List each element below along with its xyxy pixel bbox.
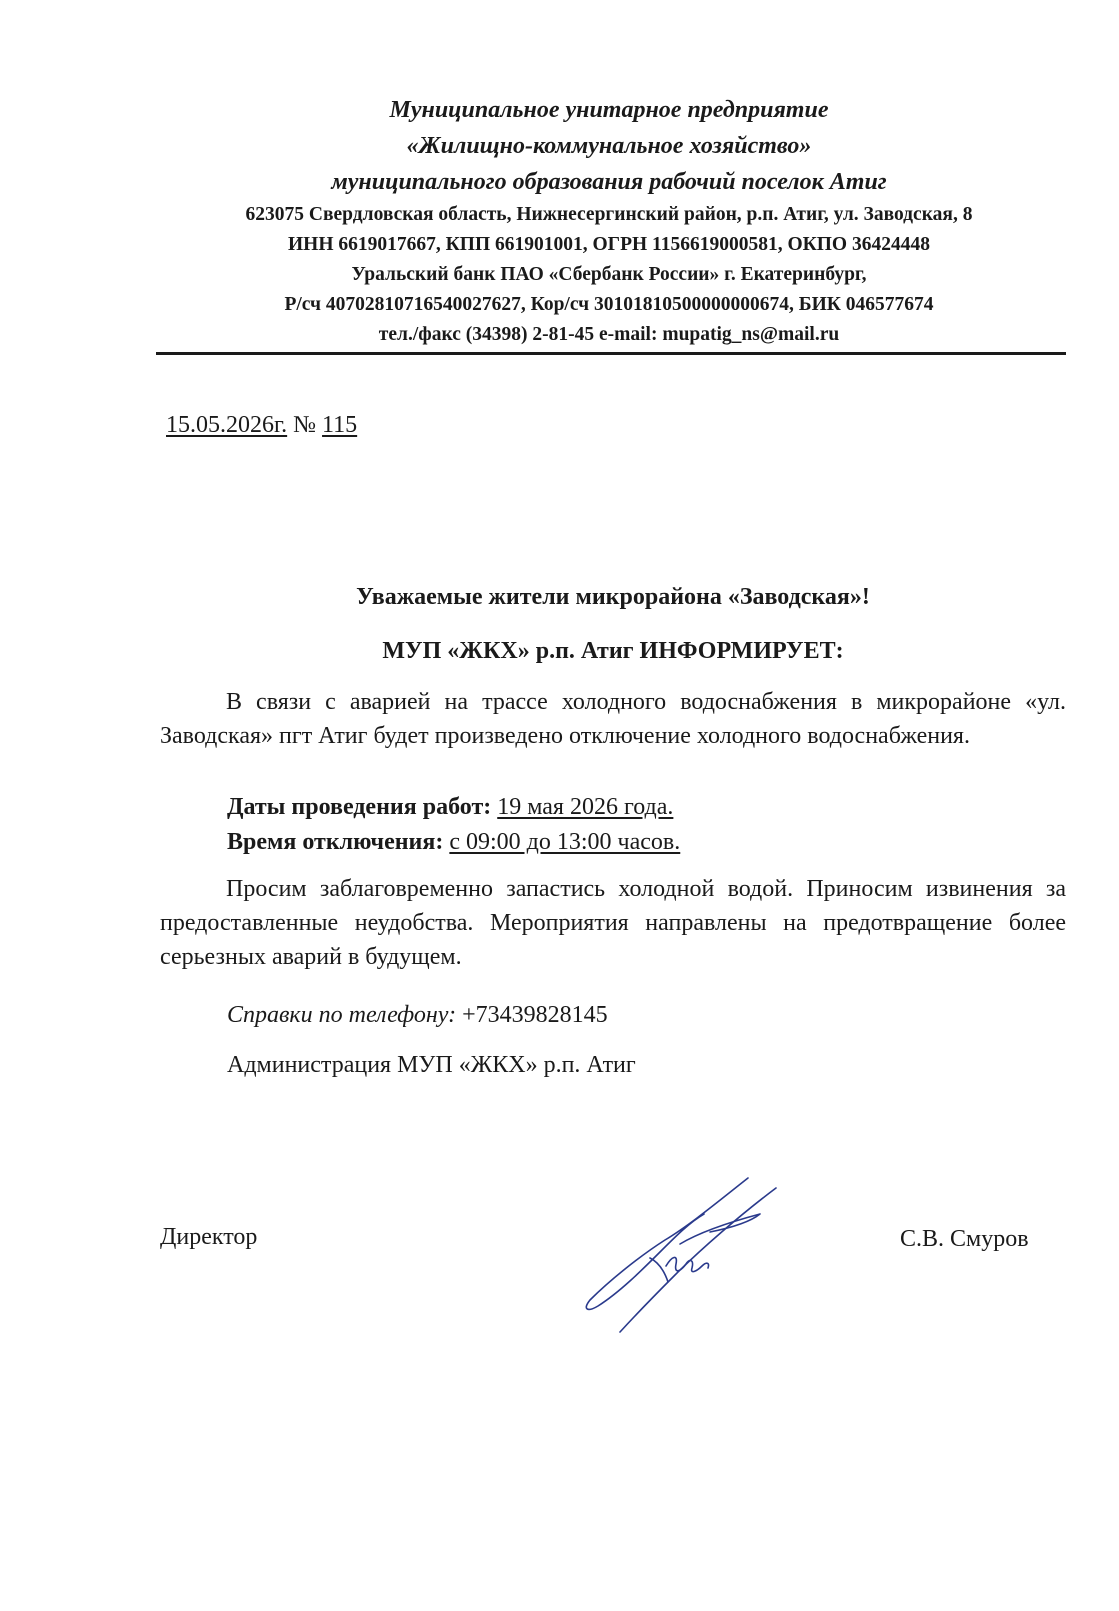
org-address: 623075 Свердловская область, Нижнесергинский район, р.п. Атиг, ул. Заводская, 8 — [245, 204, 973, 225]
phone-value: +73439828145 — [462, 1002, 608, 1028]
greeting: Уважаемые жители микрорайона «Заводская»! — [356, 584, 870, 610]
work-dates-label: Даты проведения работ: — [227, 794, 492, 820]
letterhead-divider — [156, 352, 1066, 355]
work-dates-value: 19 мая 2026 года. — [497, 794, 674, 820]
notice-paragraph-2: Просим заблаговременно запастись холодной водой. Приносим извинения за предоставленные неудобства. Мероприятия направлены на предотвращение более серьезных аварий в будущем. — [160, 876, 1066, 970]
registration-number: 115 — [322, 412, 358, 438]
notice-heading: МУП «ЖКХ» р.п. Атиг ИНФОРМИРУЕТ: — [382, 638, 844, 664]
org-contacts: тел./факс (34398) 2-81-45 e-mail: mupatig_ns@mail.ru — [378, 324, 840, 345]
signer-name: С.В. Смуров — [900, 1226, 1029, 1252]
org-identifiers: ИНН 6619017667, КПП 661901001, ОГРН 1156619000581, ОКПО 36424448 — [288, 234, 930, 255]
org-accounts: Р/сч 40702810716540027627, Кор/сч 30101810500000000674, БИК 046577674 — [284, 294, 934, 315]
signer-position: Директор — [160, 1224, 258, 1250]
phone-label: Справки по телефону: — [227, 1002, 457, 1028]
org-name-line3: муниципального образования рабочий поселок Атиг — [331, 169, 887, 195]
org-bank: Уральский банк ПАО «Сбербанк России» г. Екатеринбург, — [351, 264, 867, 285]
handwritten-signature — [580, 1170, 790, 1340]
registration-line — [166, 410, 357, 440]
phone-line — [227, 1000, 608, 1030]
letterhead — [150, 92, 1068, 350]
work-dates-line — [227, 792, 673, 822]
notice-paragraph-1: В связи с аварией на трассе холодного водоснабжения в микрорайоне «ул. Заводская» пгт Атиг будет произведено отключение холодного водоснабжения. — [160, 689, 1066, 749]
outage-time-label: Время отключения: — [227, 829, 444, 855]
registration-number-sign: № — [293, 412, 317, 438]
org-name-line2: «Жилищно-коммунальное хозяйство» — [406, 133, 812, 159]
registration-date: 15.05.2026г. — [166, 412, 288, 438]
outage-time-line — [227, 827, 680, 857]
administration-line: Администрация МУП «ЖКХ» р.п. Атиг — [227, 1052, 636, 1078]
org-name-line1: Муниципальное унитарное предприятие — [389, 97, 829, 123]
outage-time-value: с 09:00 до 13:00 часов. — [449, 829, 681, 855]
